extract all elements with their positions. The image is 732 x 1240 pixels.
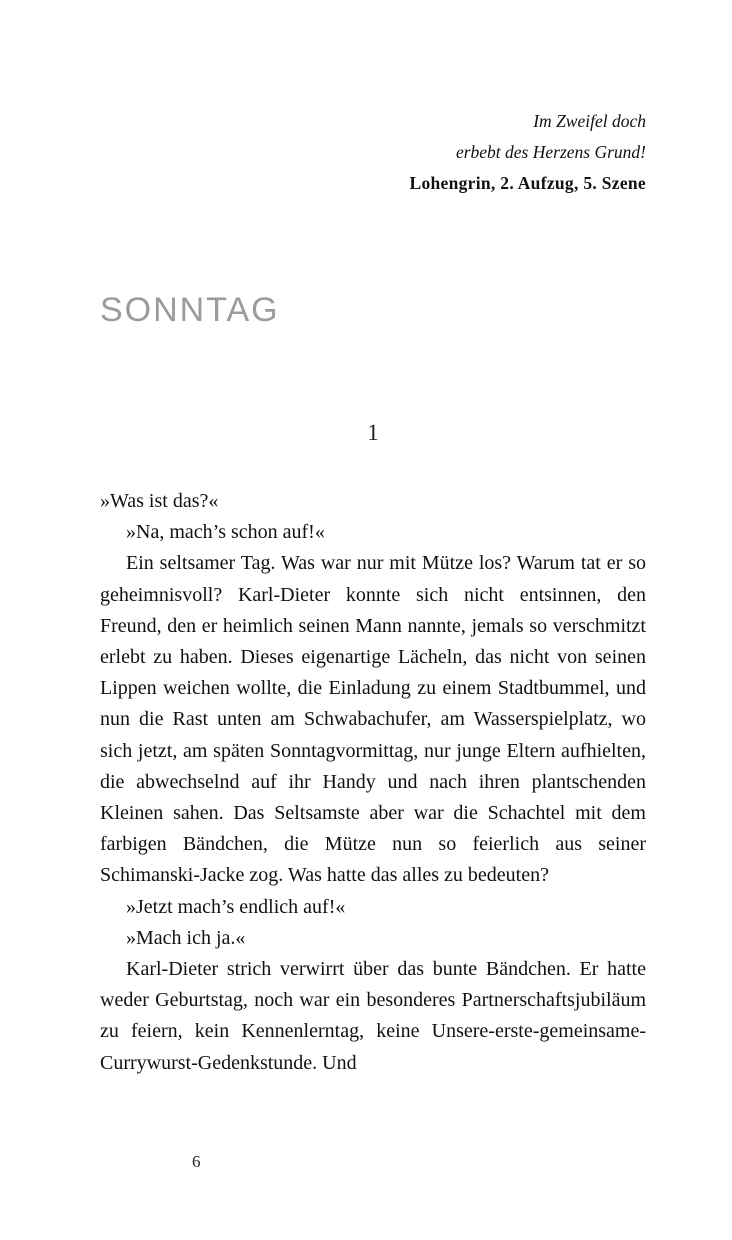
paragraph: »Was ist das?« (100, 490, 219, 512)
paragraph: Ein seltsamer Tag. Was war nur mit Mütze los? Warum tat er so geheimnisvoll? Karl-Dieter konnte sich nicht entsinnen, den Freund, den er heimlich seinen Mann nannte, jemals so verschmitzt erlebt zu haben. Dieses eigenartige Lächeln, das nicht von seinen Lippen weichen wollte, die Einladung zu einem Stadtbummel, und nun die Rast unten am Schwabachufer, am Wasserspielplatz, wo sich jetzt, am späten Sonntagvormittag, nur junge Eltern aufhielten, die abwechselnd auf ihr Handy und nach ihren plantschenden Kleinen sahen. Das Seltsamste aber war die Schachtel mit dem farbigen Bändchen, die Mütze nun so feierlich aus seiner Schimanski-Jacke zog. Was hatte das alles zu bedeuten? (100, 552, 646, 887)
body-text (100, 486, 646, 1079)
epigraph-line-2: erbebt des Herzens Grund! (455, 142, 646, 162)
paragraph: Karl-Dieter strich verwirrt über das bunte Bändchen. Er hatte weder Geburtstag, noch war ein besonderes Partnerschaftsjubiläum zu feiern, kein Kennenlerntag, keine Unsere-erste-gemeinsame-Currywurst-Gedenkstunde. Und (100, 958, 646, 1074)
page-content (100, 0, 646, 1079)
paragraph: »Na, mach’s schon auf!« (126, 521, 325, 544)
paragraph: »Mach ich ja.« (126, 926, 246, 949)
epigraph (100, 106, 646, 199)
paragraph: »Jetzt mach’s endlich auf!« (126, 895, 346, 918)
section-number: 1 (367, 420, 379, 445)
page-number: 6 (192, 1152, 201, 1171)
epigraph-attribution: Lohengrin, 2. Aufzug, 5. Szene (409, 173, 646, 193)
chapter-title: SONNTAG (100, 291, 280, 329)
epigraph-line-1: Im Zweifel doch (533, 111, 646, 131)
